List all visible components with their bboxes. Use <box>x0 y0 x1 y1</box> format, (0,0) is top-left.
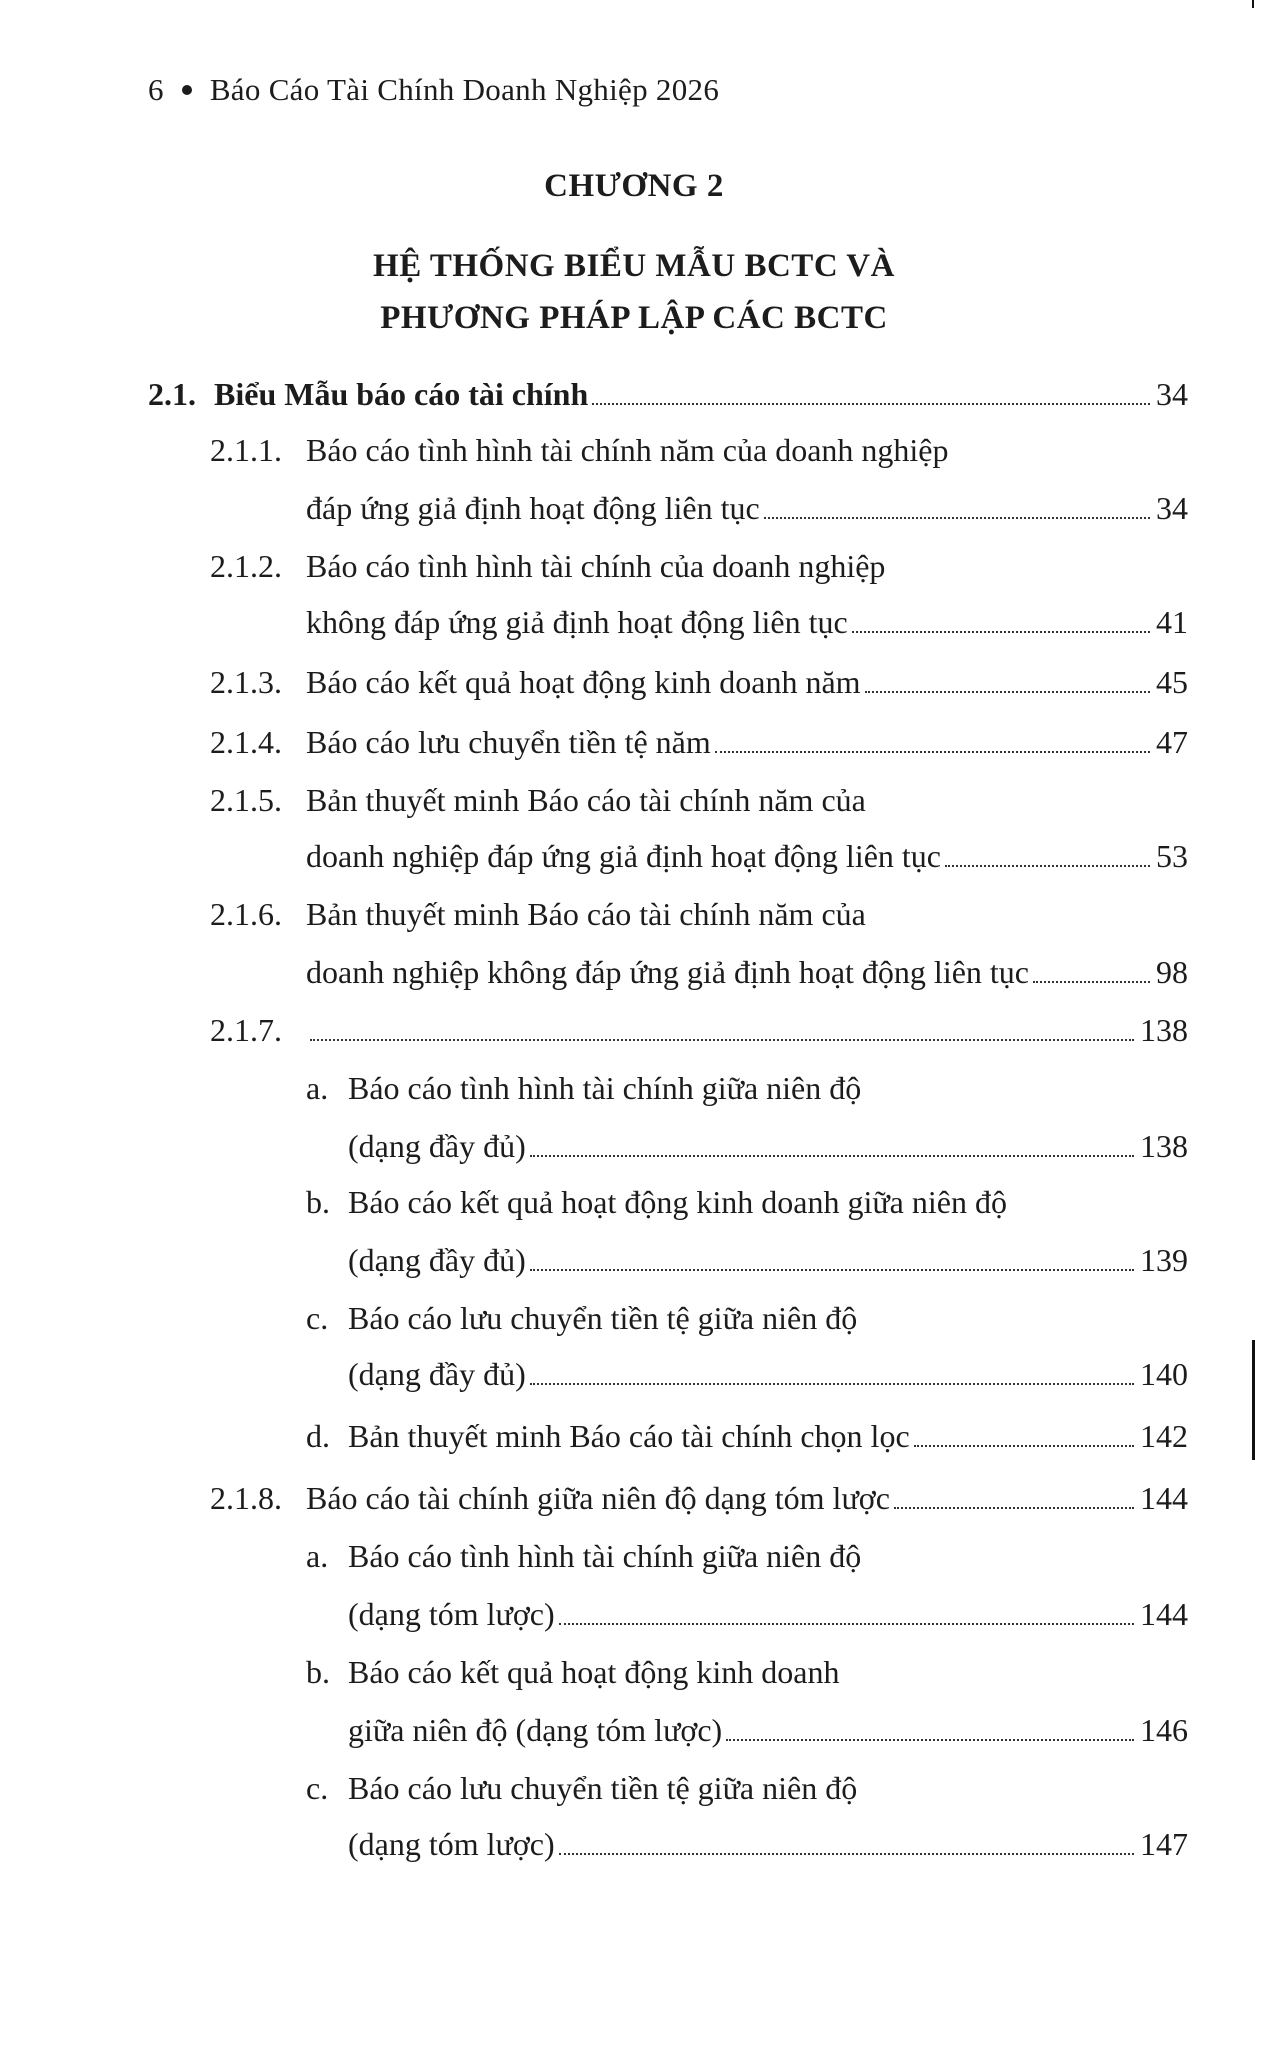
toc-page: 146 <box>1140 1712 1188 1748</box>
dot-leader <box>1033 981 1150 983</box>
book-title: Báo Cáo Tài Chính Doanh Nghiệp 2026 <box>209 72 720 107</box>
toc-entry[interactable] <box>348 1596 1188 1633</box>
toc-text-cont: giữa niên độ (dạng tóm lược) <box>348 1712 723 1748</box>
toc-text-cont: doanh nghiệp đáp ứng giả định hoạt động liên tục <box>306 838 941 874</box>
scan-edge-mark <box>1252 1340 1255 1460</box>
dot-leader <box>914 1445 1134 1447</box>
toc-entry[interactable] <box>210 664 1188 701</box>
toc-entry-line-1[interactable] <box>306 1300 857 1337</box>
toc-page: 138 <box>1140 1012 1188 1048</box>
toc-text-cont: (dạng đầy đủ) <box>348 1128 526 1164</box>
toc-entry[interactable] <box>306 490 1188 527</box>
toc-number: c. <box>306 1300 329 1336</box>
toc-text: Bản thuyết minh Báo cáo tài chính chọn lọc <box>348 1418 910 1454</box>
toc-page: 34 <box>1156 490 1188 526</box>
toc-number: a. <box>306 1070 329 1106</box>
toc-entry-line-1[interactable] <box>210 782 866 819</box>
toc-text: Báo cáo tình hình tài chính của doanh nghiệp <box>306 548 886 584</box>
dot-leader <box>530 1155 1134 1157</box>
toc-entry[interactable] <box>348 1712 1188 1749</box>
toc-text-cont: (dạng đầy đủ) <box>348 1242 526 1278</box>
toc-text: Báo cáo lưu chuyển tiền tệ giữa niên độ <box>348 1300 858 1336</box>
dot-leader <box>894 1507 1134 1509</box>
dot-leader <box>764 517 1150 519</box>
toc-text-cont: (dạng tóm lược) <box>348 1596 555 1632</box>
toc-entry[interactable] <box>306 1418 1188 1455</box>
dot-leader <box>559 1853 1134 1855</box>
toc-page: 98 <box>1156 954 1188 990</box>
dot-leader <box>945 865 1150 867</box>
toc-page: 138 <box>1140 1128 1188 1164</box>
dot-leader <box>530 1269 1134 1271</box>
dot-leader <box>559 1623 1134 1625</box>
toc-text: Báo cáo tình hình tài chính giữa niên độ <box>348 1070 862 1106</box>
toc-number: 2.1.5. <box>210 782 282 818</box>
toc-text: Biểu Mẫu báo cáo tài chính <box>214 376 589 412</box>
chapter-label: CHƯƠNG 2 <box>544 168 724 204</box>
toc-number: 2.1.8. <box>210 1480 282 1516</box>
toc-entry-line-1[interactable] <box>210 896 866 933</box>
dot-leader <box>715 751 1150 753</box>
dot-leader <box>310 1039 1134 1041</box>
toc-text: Báo cáo kết quả hoạt động kinh doanh năm <box>306 664 861 700</box>
toc-page: 140 <box>1140 1356 1188 1392</box>
toc-number: b. <box>306 1654 330 1690</box>
dot-leader <box>865 691 1150 693</box>
chapter-title-line-1: HỆ THỐNG BIỂU MẪU BCTC VÀ <box>373 248 895 284</box>
toc-page: 47 <box>1156 724 1188 760</box>
toc-entry[interactable] <box>348 1128 1188 1165</box>
toc-entry[interactable] <box>210 1012 1188 1049</box>
chapter-title-line-2: PHƯƠNG PHÁP LẬP CÁC BCTC <box>380 300 888 336</box>
toc-page: 147 <box>1140 1826 1188 1862</box>
toc-page: 41 <box>1156 604 1188 640</box>
toc-text: Báo cáo tình hình tài chính năm của doanh nghiệp <box>306 432 949 468</box>
page-number: 6 <box>148 72 164 107</box>
toc-entry[interactable] <box>348 1826 1188 1863</box>
toc-number: 2.1.4. <box>210 724 282 760</box>
toc-text-cont: (dạng đầy đủ) <box>348 1356 526 1392</box>
toc-page: 142 <box>1140 1418 1188 1454</box>
toc-entry[interactable] <box>210 1480 1188 1517</box>
toc-entry[interactable] <box>306 954 1188 991</box>
toc-page: 144 <box>1140 1480 1188 1516</box>
dot-leader <box>726 1739 1134 1741</box>
toc-entry[interactable] <box>210 724 1188 761</box>
toc-text: Báo cáo tình hình tài chính giữa niên độ <box>348 1538 862 1574</box>
toc-entry-line-1[interactable] <box>210 432 949 469</box>
toc-page: 53 <box>1156 838 1188 874</box>
toc-entry-line-1[interactable] <box>306 1538 861 1575</box>
toc-number: 2.1.1. <box>210 432 282 468</box>
toc-number: 2.1.6. <box>210 896 282 932</box>
dot-leader <box>852 631 1150 633</box>
toc-number: 2.1.3. <box>210 664 282 700</box>
toc-text-cont: (dạng tóm lược) <box>348 1826 555 1862</box>
toc-text: Bản thuyết minh Báo cáo tài chính năm của <box>306 896 866 932</box>
toc-page: 34 <box>1156 376 1188 412</box>
toc-text: Báo cáo kết quả hoạt động kinh doanh giữa niên độ <box>348 1184 1007 1220</box>
toc-entry-line-1[interactable] <box>306 1070 861 1107</box>
toc-number: d. <box>306 1418 330 1454</box>
toc-entry-line-1[interactable] <box>306 1770 857 1807</box>
toc-number: c. <box>306 1770 329 1806</box>
toc-number: b. <box>306 1184 330 1220</box>
toc-number: 2.1.7. <box>210 1012 282 1048</box>
toc-entry-line-1[interactable] <box>306 1654 839 1691</box>
toc-number: a. <box>306 1538 329 1574</box>
toc-page: 139 <box>1140 1242 1188 1278</box>
dot-leader <box>530 1383 1134 1385</box>
toc-entry-line-1[interactable] <box>210 548 885 585</box>
toc-text: Báo cáo kết quả hoạt động kinh doanh <box>348 1654 840 1690</box>
toc-entry[interactable] <box>306 604 1188 641</box>
toc-text-cont: doanh nghiệp không đáp ứng giả định hoạt động liên tục <box>306 954 1029 990</box>
toc-text-cont: không đáp ứng giả định hoạt động liên tục <box>306 604 848 640</box>
toc-text: Báo cáo lưu chuyển tiền tệ giữa niên độ <box>348 1770 858 1806</box>
dot-leader <box>592 403 1150 405</box>
toc-page: 45 <box>1156 664 1188 700</box>
toc-number: 2.1.2. <box>210 548 282 584</box>
toc-text: Báo cáo lưu chuyển tiền tệ năm <box>306 724 711 760</box>
toc-text: Bản thuyết minh Báo cáo tài chính năm của <box>306 782 866 818</box>
toc-text-cont: đáp ứng giả định hoạt động liên tục <box>306 490 760 526</box>
toc-text: Báo cáo tài chính giữa niên độ dạng tóm lược <box>306 1480 890 1516</box>
toc-number: 2.1. <box>148 376 196 412</box>
toc-entry[interactable] <box>306 838 1188 875</box>
scan-edge-mark <box>1252 0 1254 8</box>
toc-entry[interactable] <box>348 1356 1188 1393</box>
toc-page: 144 <box>1140 1596 1188 1632</box>
toc-entry-line-1[interactable] <box>306 1184 1007 1221</box>
toc-entry[interactable] <box>148 376 1188 413</box>
toc-entry[interactable] <box>348 1242 1188 1279</box>
